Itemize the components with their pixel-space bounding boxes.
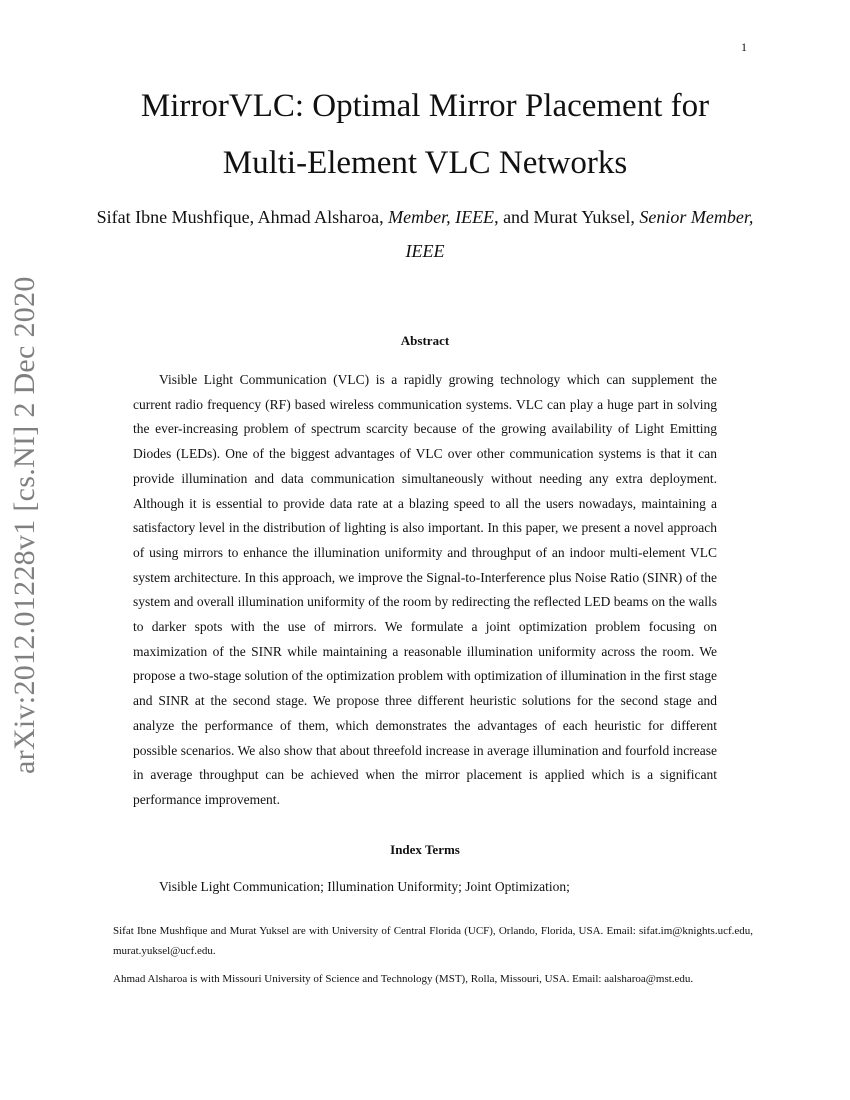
arxiv-identifier: arXiv:2012.01228v1 [cs.NI] 2 Dec 2020 [8,276,41,774]
index-terms-heading: Index Terms [390,842,460,857]
author-membership-2: Senior Member, IEEE [405,207,754,261]
affiliation-footnote-2: Ahmad Alsharoa is with Missouri University of Science and Technology (MST), Rolla, Missouri, USA. Email: aalsharoa@mst.edu. [113,973,694,985]
paper-title [0,78,850,192]
authors-part-2: , and Murat Yuksel, [494,207,640,227]
index-terms-text: Visible Light Communication; Illumination Uniformity; Joint Optimization; [159,879,570,894]
authors-part-1: Sifat Ibne Mushfique, Ahmad Alsharoa, [96,207,389,227]
abstract-heading: Abstract [400,333,450,348]
page-number: 1 [741,40,747,54]
title-line-1: MirrorVLC: Optimal Mirror Placement for [140,88,710,124]
affiliation-footnote-1: Sifat Ibne Mushfique and Murat Yuksel are with University of Central Florida (UCF), Orlando, Florida, USA. Email: sifat.im@knights.ucf.edu, murat.yuksel@ucf.edu. [113,925,753,957]
author-membership-1: Member, IEEE [388,207,495,227]
abstract-text: Visible Light Communication (VLC) is a rapidly growing technology which can supplement the current radio frequency (RF) based wireless communication systems. VLC can play a huge part in solving the ever-increasing problem of spectrum scarcity because of the growing availability of Light Emitting Diodes (LEDs). One of the biggest advantages of VLC over other communication systems is that it can provide illumination and data communication simultaneously without needing any extra deployment. Although it is essential to provide data rate at a blazing speed to all the users nowadays, maintaining a satisfactory level in the distribution of lighting is also important. In this paper, we present a novel approach of using mirrors to enhance the illumination uniformity and throughput of an indoor multi-element VLC system architecture. In this approach, we improve the Signal-to-Interference plus Noise Ratio (SINR) of the system and overall illumination uniformity of the room by redirecting the reflected LED beams on the walls to darker spots with the use of mirrors. We formulate a joint optimization problem focusing on maximization of the SINR while maintaining a reasonable illumination uniformity across the room. We propose a two-stage solution of the optimization problem with optimization of illumination in the first stage and SINR at the second stage. We propose three different heuristic solutions for the second stage and analyze the performance of them, which demonstrates the advantages of each heuristic for different possible scenarios. We also show that about threefold increase in average illumination and fourfold increase in average throughput can be achieved when the mirror placement is applied which is a significant performance improvement. [133,372,717,807]
author-list [90,200,760,268]
title-line-2: Multi-Element VLC Networks [222,145,628,181]
